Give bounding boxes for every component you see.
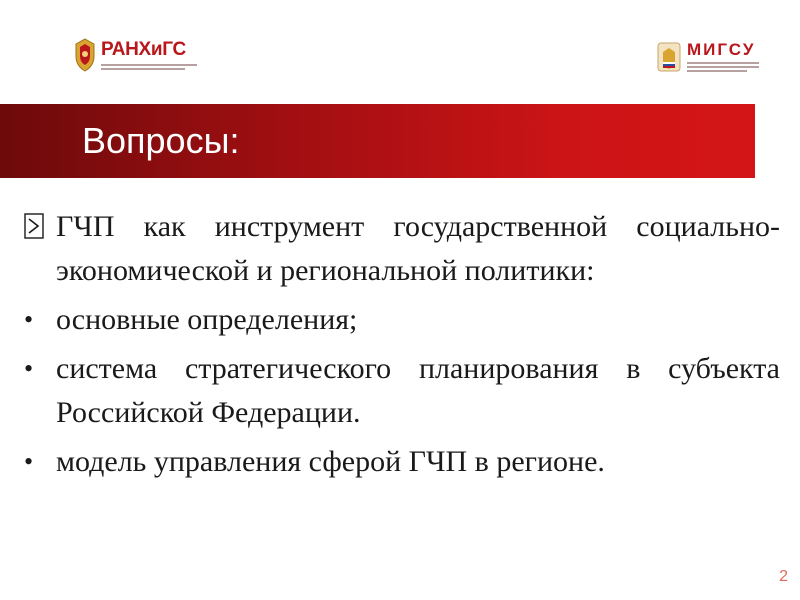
list-item-text: система стратегического планирования в субъекта Российской Федерации. — [56, 352, 780, 429]
migsu-logo-subtitle-line — [687, 62, 759, 64]
arrow-icon — [24, 213, 46, 239]
ranepa-emblem-icon — [74, 38, 96, 72]
content-list — [24, 205, 780, 484]
bullet-icon: • — [24, 305, 34, 334]
list-item-text: ГЧП как инструмент государственной социально-экономической и региональной политики: — [56, 210, 780, 287]
migsu-logo-text: МИГСУ — [687, 40, 756, 59]
list-item — [24, 440, 780, 484]
migsu-emblem-icon — [657, 42, 681, 72]
ranepa-logo — [74, 38, 194, 74]
page-number: 2 — [779, 568, 788, 585]
migsu-logo — [657, 40, 761, 76]
list-item-text: модель управления сферой ГЧП в регионе. — [56, 445, 605, 478]
list-item — [24, 347, 780, 435]
bullet-icon: • — [24, 447, 34, 476]
list-item — [24, 205, 780, 293]
migsu-logo-subtitle-line — [687, 66, 759, 68]
migsu-logo-subtitle-line — [687, 70, 747, 72]
title-band — [0, 104, 755, 178]
list-item-text: основные определения; — [56, 303, 358, 336]
ranepa-logo-subtitle-line — [101, 68, 185, 70]
ranepa-logo-subtitle-line — [101, 64, 197, 66]
list-item — [24, 298, 780, 342]
slide-title: Вопросы: — [82, 120, 240, 161]
bullet-icon: • — [24, 354, 34, 383]
ranepa-logo-text: РАНХиГС — [101, 39, 186, 60]
